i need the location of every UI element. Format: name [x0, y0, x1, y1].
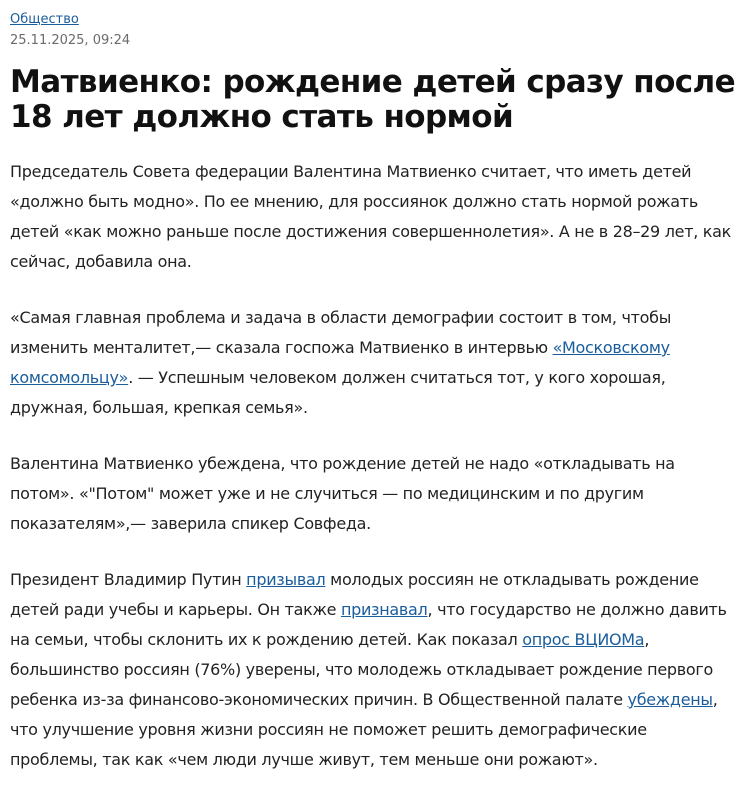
prizyval-link[interactable]: призывал — [246, 570, 326, 589]
paragraph-1: Председатель Совета федерации Валентина Матвиенко считает, что иметь детей «должно быть модно». По ее мнению, для россиянок должно стать нормой рожать детей «как можно раньше после достижения совершеннолетия». А не в 28–29 лет, как сейчас, добавила она. — [10, 162, 732, 271]
paragraph-4-text-2: молодых россиян не откладывать рождение детей ради учебы и карьеры. Он также — [10, 570, 699, 619]
paragraph-2-text-2: . — Успешным человеком должен считаться тот, у кого хорошая, дружная, большая, крепкая семья». — [10, 368, 666, 417]
paragraph-2 — [10, 303, 738, 423]
mk-interview-link[interactable]: «Московскому комсомольцу» — [10, 338, 670, 387]
paragraph-4-text-1: Президент Владимир Путин — [10, 570, 247, 589]
paragraph-4-text-3: , что государство не должно давить на семьи, чтобы склонить их к рождению детей. Как показал — [10, 600, 727, 649]
paragraph-3: Валентина Матвиенко убеждена, что рождение детей не надо «откладывать на потом». «"Потом" может уже и не случиться — по медицинским и по другим показателям»,— заверила спикер Совфеда. — [10, 454, 675, 533]
paragraph-2-text-1: «Самая главная проблема и задача в области демографии состоит в том, чтобы изменить менталитет,— сказала госпожа Матвиенко в интервью — [10, 308, 672, 357]
paragraph-4-text-5: , что улучшение уровня жизни россиян не поможет решить демографические проблемы, так как «чем люди лучше живут, тем меньше они рожают». — [10, 690, 718, 769]
paragraph-4 — [10, 565, 738, 775]
vciom-poll-link[interactable]: опрос ВЦИОМа — [522, 630, 645, 649]
paragraph-4-text-4: , большинство россиян (76%) уверены, что молодежь откладывает рождение первого ребенка из-за финансово-экономических причин. В Общественной палате — [10, 630, 713, 709]
rubric-link[interactable]: Общество — [10, 12, 79, 27]
article-title: Матвиенко: рождение детей сразу после 18 лет должно стать нормой — [10, 64, 736, 135]
publication-date: 25.11.2025, 09:24 — [10, 33, 131, 48]
ubezhdeny-link[interactable]: убеждены — [627, 690, 713, 709]
priznaval-link[interactable]: признавал — [340, 600, 428, 619]
